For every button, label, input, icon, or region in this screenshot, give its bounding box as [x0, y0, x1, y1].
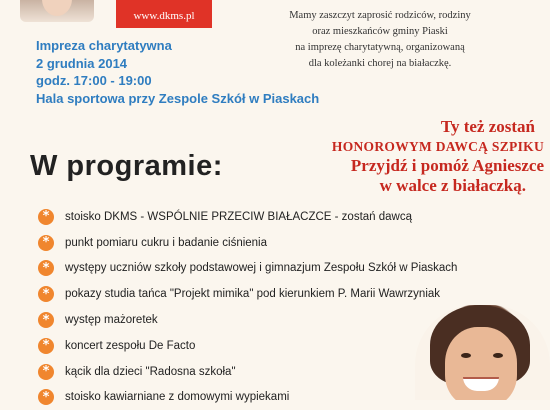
list-item-label: stoisko kawiarniane z domowymi wypiekami — [65, 391, 290, 404]
event-type: Impreza charytatywna — [36, 38, 172, 53]
asterisk-bullet-icon: * — [38, 260, 54, 276]
program-list — [38, 204, 457, 410]
list-item — [38, 230, 457, 256]
list-item — [38, 359, 457, 385]
invitation-line: na imprezę charytatywną, organizowaną — [295, 42, 465, 53]
asterisk-bullet-icon: * — [38, 209, 54, 225]
event-time: godz. 17:00 - 19:00 — [36, 73, 152, 88]
list-item — [38, 333, 457, 359]
promo-line: Przyjdź i pomóż Agnieszce — [350, 156, 544, 175]
asterisk-bullet-icon: * — [38, 364, 54, 380]
asterisk-bullet-icon: * — [38, 312, 54, 328]
event-place: Hala sportowa przy Zespole Szkół w Piaskach — [36, 90, 320, 106]
event-details — [36, 37, 319, 107]
list-item-label: punkt pomiaru cukru i badanie ciśnienia — [65, 236, 268, 249]
asterisk-bullet-icon: * — [38, 235, 54, 251]
donor-promo — [270, 117, 550, 196]
list-item — [38, 204, 457, 230]
agnieszka-photo — [415, 305, 550, 400]
top-photo — [20, 0, 94, 22]
list-item — [38, 385, 457, 410]
list-item — [38, 307, 457, 333]
dkms-logo-box — [116, 0, 212, 28]
list-item-label: pokazy studia tańca "Projekt mimika" pod kierunkiem P. Marii Wawrzyniak — [65, 288, 441, 301]
asterisk-bullet-icon: * — [38, 286, 54, 302]
event-date: 2 grudnia 2014 — [36, 55, 128, 71]
promo-line: Ty też zostań — [440, 117, 535, 136]
list-item-label: występ mażoretek — [65, 314, 158, 327]
promo-line: w walce z białaczką. — [379, 176, 526, 195]
list-item-label: koncert zespołu De Facto — [65, 339, 196, 352]
invitation-line: Mamy zaszczyt zaprosić rodziców, rodziny — [289, 10, 471, 21]
asterisk-bullet-icon: * — [38, 389, 54, 405]
program-title: W programie: — [30, 150, 223, 182]
list-item-label: występy uczniów szkoły podstawowej i gimnazjum Zespołu Szkół w Piaskach — [65, 262, 458, 275]
promo-line: HONOROWYM DAWCĄ SZPIKU — [331, 139, 544, 154]
list-item — [38, 281, 457, 307]
dkms-url[interactable]: www.dkms.pl — [133, 10, 195, 22]
list-item-label: kącik dla dzieci "Radosna szkoła" — [65, 365, 236, 378]
invitation-line: oraz mieszkańców gminy Piaski — [312, 26, 448, 37]
list-item — [38, 256, 457, 282]
invitation-line: dla koleżanki chorej na białaczkę. — [308, 58, 452, 69]
list-item-label: stoisko DKMS - WSPÓLNIE PRZECIW BIAŁACZCE - zostań dawcą — [65, 210, 412, 223]
asterisk-bullet-icon: * — [38, 338, 54, 354]
